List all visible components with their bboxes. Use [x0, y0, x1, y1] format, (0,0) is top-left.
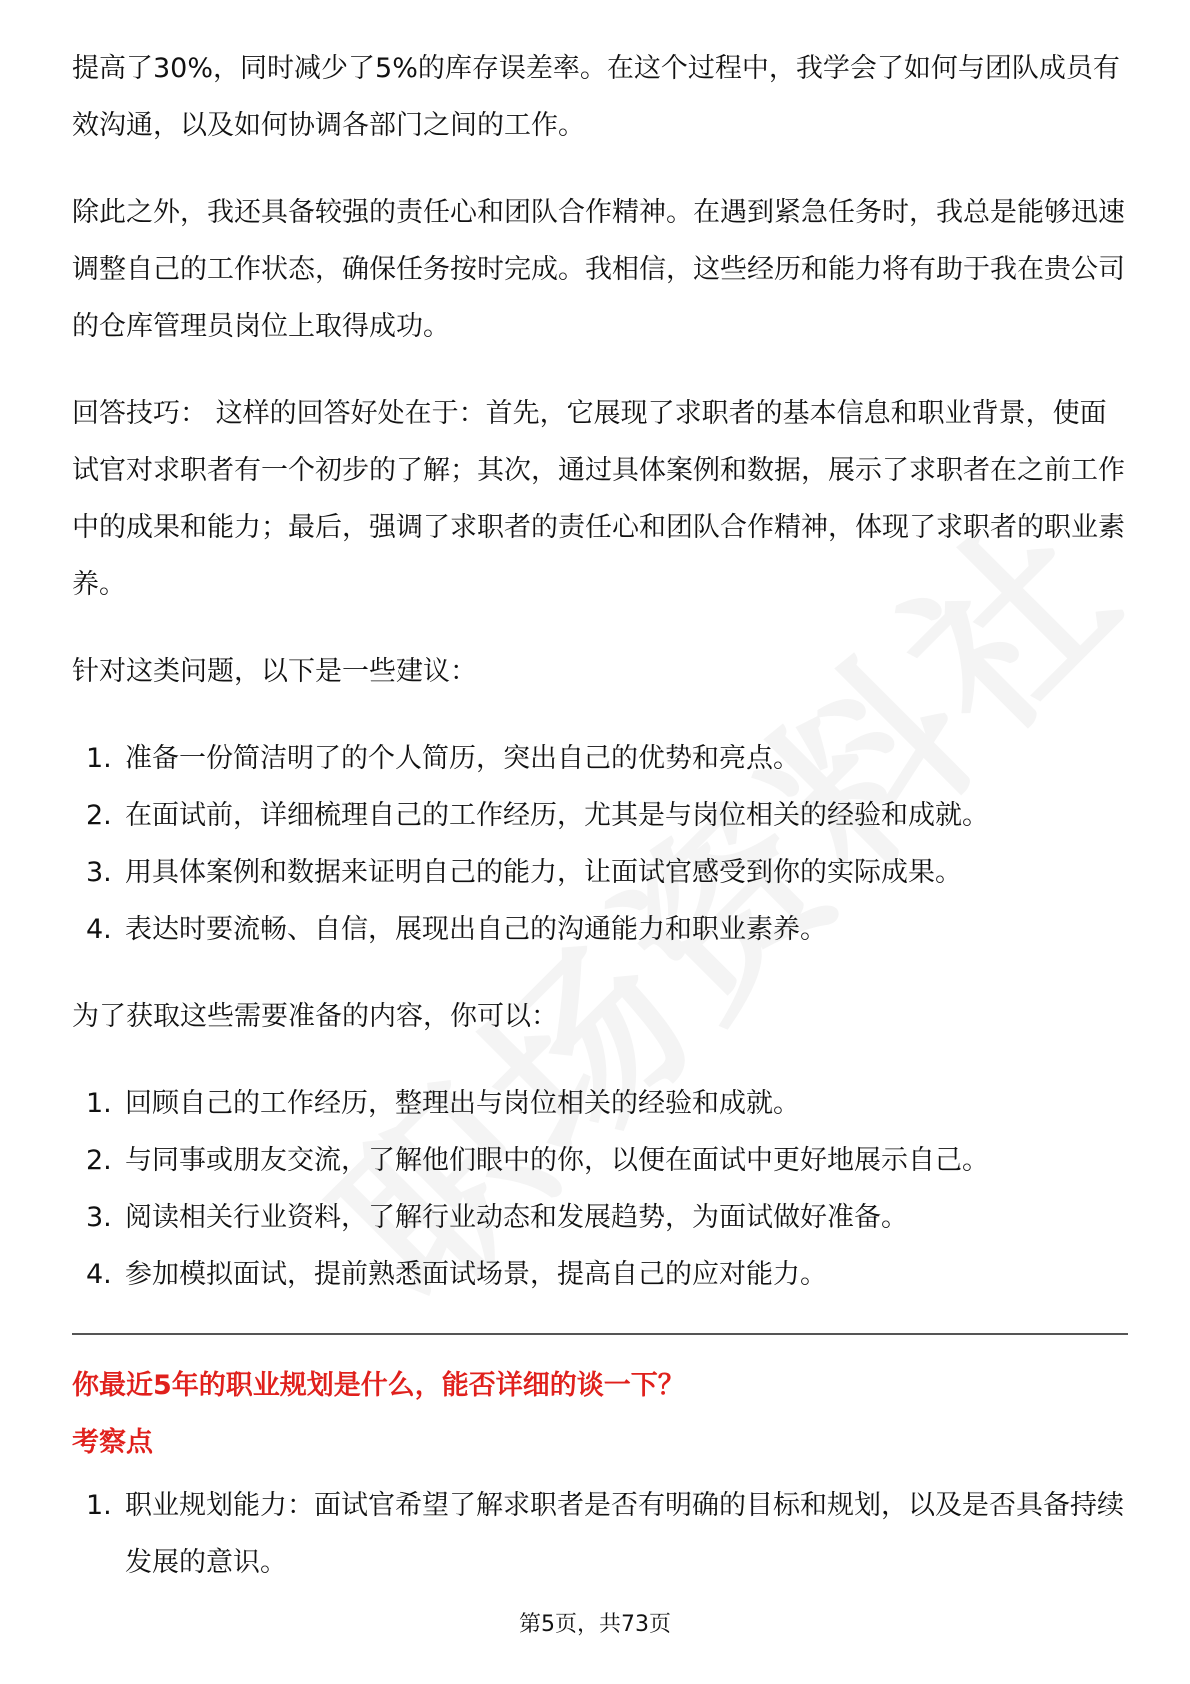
list-item-text: 与同事或朋友交流，了解他们眼中的你，以便在面试中更好地展示自己。: [125, 1145, 989, 1176]
list-item: [72, 730, 1128, 787]
list-number: 1.: [86, 743, 112, 774]
list-number: 4.: [86, 914, 112, 945]
list-item: [72, 901, 1128, 958]
paragraph-preparation-intro: 为了获取这些需要准备的内容，你可以：: [72, 1001, 558, 1032]
list-number: 2.: [86, 800, 112, 831]
paragraph-answer-tips: 回答技巧： 这样的回答好处在于：首先，它展现了求职者的基本信息和职业背景，使面试官对求职者有一个初步的了解；其次，通过具体案例和数据，展示了求职者在之前工作中的成果和能力；最后，强调了求职者的责任心和团队合作精神，体现了求职者的职业素养。: [72, 398, 1125, 600]
page-footer: 第5页，共73页: [519, 1612, 671, 1637]
list-item-text: 在面试前，详细梳理自己的工作经历，尤其是与岗位相关的经验和成就。: [125, 800, 989, 831]
list-item-text: 表达时要流畅、自信，展现出自己的沟通能力和职业素养。: [125, 914, 827, 945]
preparation-list: [72, 1075, 1128, 1303]
paragraph-intro-continued: 提高了30%，同时减少了5%的库存误差率。在这个过程中，我学会了如何与团队成员有效沟通，以及如何协调各部门之间的工作。: [72, 53, 1120, 141]
assessment-points-list: [72, 1477, 1128, 1591]
paragraph-responsibility: 除此之外，我还具备较强的责任心和团队合作精神。在遇到紧急任务时，我总是能够迅速调整自己的工作状态，确保任务按时完成。我相信，这些经历和能力将有助于我在贵公司的仓库管理员岗位上取得成功。: [72, 197, 1125, 342]
list-item: [72, 1477, 1128, 1591]
list-number: 4.: [86, 1259, 112, 1290]
list-item: [72, 844, 1128, 901]
list-item-text: 职业规划能力：面试官希望了解求职者是否有明确的目标和规划，以及是否具备持续发展的意识。: [125, 1490, 1124, 1578]
list-item: [72, 787, 1128, 844]
list-item-text: 参加模拟面试，提前熟悉面试场景，提高自己的应对能力。: [125, 1259, 827, 1290]
list-number: 1.: [86, 1490, 112, 1521]
list-number: 3.: [86, 857, 112, 888]
list-item-text: 用具体案例和数据来证明自己的能力，让面试官感受到你的实际成果。: [125, 857, 962, 888]
list-item: [72, 1246, 1128, 1303]
question-heading: 你最近5年的职业规划是什么，能否详细的谈一下？: [72, 1370, 685, 1401]
section-divider: [72, 1333, 1128, 1335]
list-number: 2.: [86, 1145, 112, 1176]
list-number: 1.: [86, 1088, 112, 1119]
list-item: [72, 1075, 1128, 1132]
paragraph-suggestions-intro: 针对这类问题，以下是一些建议：: [72, 656, 477, 687]
list-item: [72, 1132, 1128, 1189]
list-item-text: 回顾自己的工作经历，整理出与岗位相关的经验和成就。: [125, 1088, 800, 1119]
question-subheading: 考察点: [72, 1427, 153, 1458]
list-item: [72, 1189, 1128, 1246]
document-page: [72, 40, 1128, 1621]
list-item-text: 阅读相关行业资料，了解行业动态和发展趋势，为面试做好准备。: [125, 1202, 908, 1233]
list-number: 3.: [86, 1202, 112, 1233]
suggestions-list: [72, 730, 1128, 958]
list-item-text: 准备一份简洁明了的个人简历，突出自己的优势和亮点。: [125, 743, 800, 774]
